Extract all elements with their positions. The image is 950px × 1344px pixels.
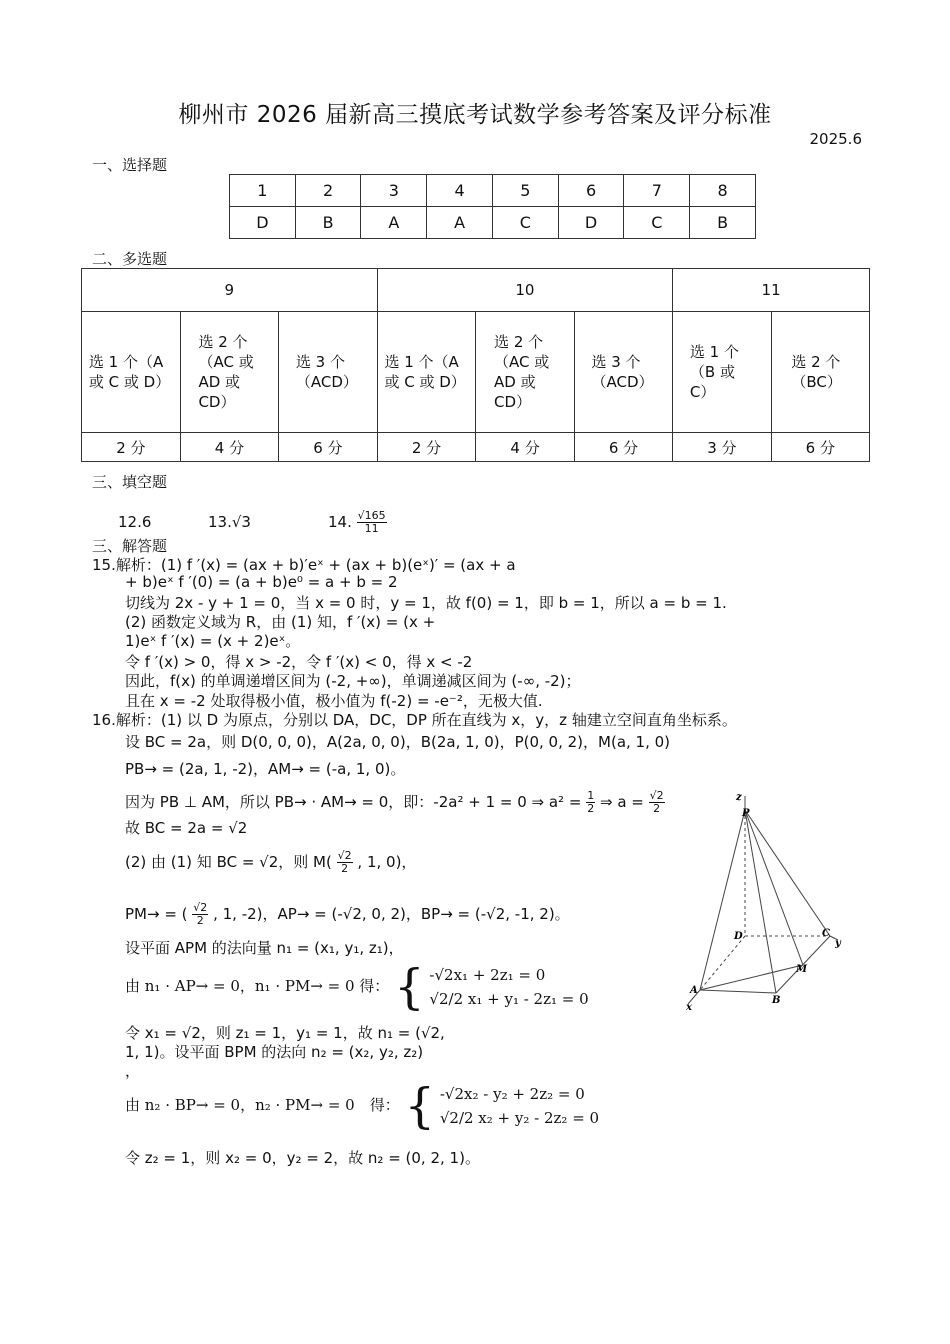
solution-line: 切线为 2x - y + 1 = 0，当 x = 0 时，y = 1，故 f(0) = 1，即 b = 1，所以 a = b = 1. (125, 594, 727, 612)
fraction (586, 790, 595, 815)
solution-text: (2) 由 (1) 知 BC = √2，则 M( (125, 853, 332, 871)
table-cell: 6 分 (771, 433, 869, 462)
choice-answer-table (229, 174, 756, 239)
equation-row: √2/2 x₂ + y₂ - 2z₂ = 0 (439, 1109, 600, 1127)
table-cell: 1 (230, 175, 296, 207)
solution-line: 1)eˣ f ′(x) = (x + 2)eˣ。 (125, 632, 301, 650)
solution-line: 因此，f(x) 的单调递增区间为 (-2, +∞)，单调递减区间为 (-∞, -2)； (125, 672, 581, 690)
question-number-row (230, 175, 756, 207)
fraction-denominator: 2 (587, 802, 595, 815)
equation-row: -√2x₁ + 2z₁ = 0 (429, 966, 546, 984)
table-cell: 选 2 个（AC 或 AD 或 CD） (494, 333, 550, 411)
solution-line: 令 z₂ = 1，则 x₂ = 0，y₂ = 2，故 n₂ = (0, 2, 1)。 (125, 1149, 480, 1167)
table-cell: 选 2 个（BC） (791, 353, 842, 391)
fraction-denominator: 2 (196, 914, 204, 927)
solution-text: ⇒ a = (599, 793, 644, 811)
date: 2025.6 (809, 130, 862, 148)
table-cell: 6 分 (574, 433, 672, 462)
equation-row: √2/2 x₁ + y₁ - 2z₁ = 0 (429, 990, 589, 1008)
solution-line (125, 902, 570, 927)
page-title: 柳州市 2026 届新高三摸底考试数学参考答案及评分标准 (178, 102, 772, 128)
fraction-denominator: 11 (364, 522, 379, 535)
table-cell: 10 (377, 269, 673, 312)
equation-system-2 (125, 1078, 600, 1134)
label-B: B (772, 995, 781, 1006)
table-cell: 2 分 (82, 433, 181, 462)
points-row (82, 433, 870, 462)
table-cell: D (558, 207, 624, 239)
solution-line (125, 790, 665, 815)
table-cell: 选 3 个（ACD） (295, 353, 358, 391)
edge-PA (700, 810, 745, 990)
label-x: x (686, 1002, 692, 1013)
table-cell: 选 1 个（B 或 C） (689, 343, 739, 401)
equation-row: -√2x₂ - y₂ + 2z₂ = 0 (439, 1085, 585, 1103)
table-cell: 4 分 (476, 433, 574, 462)
question-header-row (82, 269, 870, 312)
fill-answer-13: 13.√3 (208, 513, 251, 531)
table-cell: 3 (361, 175, 427, 207)
answer-row (230, 207, 756, 239)
table-cell: 2 (295, 175, 361, 207)
table-cell: 11 (673, 269, 870, 312)
edge-AM (700, 965, 803, 990)
brace-icon: { (404, 1078, 436, 1134)
system-rows (440, 1085, 599, 1127)
label-M: M (796, 964, 808, 975)
table-cell: 4 分 (180, 433, 278, 462)
fraction-numerator: √165 (357, 509, 386, 522)
fraction-denominator: 2 (341, 862, 349, 875)
table-cell: 2 分 (377, 433, 476, 462)
table-cell: C (624, 207, 690, 239)
edge-PC (745, 810, 830, 936)
table-cell: 7 (624, 175, 690, 207)
solution-line: PB→ = (2a, 1, -2)，AM→ = (-a, 1, 0)。 (125, 760, 406, 778)
fraction (649, 790, 665, 815)
section-multi-heading: 二、多选题 (92, 250, 168, 268)
fill-label-14: 14. (328, 513, 352, 531)
solution-line: + b)eˣ f ′(0) = (a + b)e⁰ = a + b = 2 (125, 573, 398, 591)
equation-system-1 (125, 959, 589, 1015)
solution-line: 令 x₁ = √2，则 z₁ = 1，y₁ = 1，故 n₁ = (√2, (125, 1024, 445, 1042)
solution-line: 设平面 APM 的法向量 n₁ = (x₁, y₁, z₁)， (125, 939, 404, 957)
table-cell: B (690, 207, 756, 239)
table-cell: A (427, 207, 493, 239)
fraction (357, 510, 387, 535)
table-cell: A (361, 207, 427, 239)
solution-text: PM→ = ( (125, 905, 188, 923)
section-solution-heading: 三、解答题 (92, 537, 168, 555)
edge-PB (745, 810, 776, 993)
table-cell: 9 (82, 269, 378, 312)
fraction-numerator: 1 (587, 789, 595, 802)
table-cell: 4 (427, 175, 493, 207)
table-cell: 6 (558, 175, 624, 207)
fraction (192, 902, 208, 927)
solution-text: 由 n₂ · BP→ = 0，n₂ · PM→ = 0 得： (125, 1096, 400, 1114)
table-cell: D (230, 207, 296, 239)
section-choice-heading: 一、选择题 (92, 156, 168, 174)
table-cell: 5 (492, 175, 558, 207)
table-cell: 选 3 个（ACD） (591, 353, 654, 391)
solution-line: 设 BC = 2a，则 D(0, 0, 0)，A(2a, 0, 0)，B(2a, 1, 0)，P(0, 0, 2)，M(a, 1, 0) (125, 733, 671, 751)
solution-line: 故 BC = 2a = √2 (125, 819, 248, 837)
label-z: z (736, 792, 742, 803)
fill-answer-12: 12.6 (118, 513, 152, 531)
solution-text: 由 n₁ · AP→ = 0，n₁ · PM→ = 0 得： (125, 977, 390, 995)
table-cell: C (492, 207, 558, 239)
table-cell: 8 (690, 175, 756, 207)
solution-text: , 1, -2)，AP→ = (-√2, 0, 2)，BP→ = (-√2, -1, 2)。 (213, 905, 570, 923)
solution-line: 16.解析：(1) 以 D 为原点，分别以 DA，DC，DP 所在直线为 x，y，z 轴建立空间直角坐标系。 (92, 711, 737, 729)
fill-answer-14 (328, 494, 387, 535)
solution-text: 因为 PB ⊥ AM，所以 PB→ · AM→ = 0，即：-2a² + 1 = 0 ⇒ a² = (125, 793, 582, 811)
fraction-numerator: √2 (649, 789, 664, 802)
brace-icon: { (394, 959, 425, 1015)
fraction (337, 850, 353, 875)
label-D: D (734, 931, 743, 942)
label-C: C (822, 928, 830, 939)
solution-line: 且在 x = -2 处取得极小值，极小值为 f(-2) = -e⁻²，无极大值. (125, 692, 543, 710)
pyramid-figure (678, 788, 848, 1013)
label-P: P (742, 808, 750, 819)
label-y: y (835, 938, 841, 949)
solution-line: 1, 1)。设平面 BPM 的法向 n₂ = (x₂, y₂, z₂) (125, 1043, 424, 1061)
solution-line: 15.解析：(1) f ′(x) = (ax + b)′eˣ + (ax + b)(eˣ)′ = (ax + a (92, 556, 516, 574)
fraction-numerator: √2 (337, 849, 352, 862)
fraction-denominator: 2 (653, 802, 661, 815)
solution-line (125, 850, 416, 875)
system-rows (429, 966, 588, 1008)
solution-text: , 1, 0)， (357, 853, 417, 871)
option-row (82, 312, 870, 433)
table-cell: 选 2 个（AC 或 AD 或 CD） (198, 333, 254, 411)
multi-score-table (81, 268, 870, 462)
fraction-numerator: √2 (193, 901, 208, 914)
table-cell: 6 分 (279, 433, 377, 462)
label-A: A (690, 985, 698, 996)
table-cell: 3 分 (673, 433, 771, 462)
section-fill-heading: 三、填空题 (92, 473, 168, 491)
edge-AB (700, 990, 776, 993)
table-cell: 选 1 个（A 或 C 或 D） (88, 353, 171, 391)
solution-line: 令 f ′(x) > 0，得 x > -2，令 f ′(x) < 0，得 x < -2 (125, 653, 473, 671)
table-cell: 选 1 个（A 或 C 或 D） (384, 353, 466, 391)
table-cell: B (295, 207, 361, 239)
edge-PM (745, 810, 803, 965)
solution-line: (2) 函数定义域为 R，由 (1) 知，f ′(x) = (x + (125, 613, 436, 631)
solution-line: ， (125, 1062, 141, 1080)
